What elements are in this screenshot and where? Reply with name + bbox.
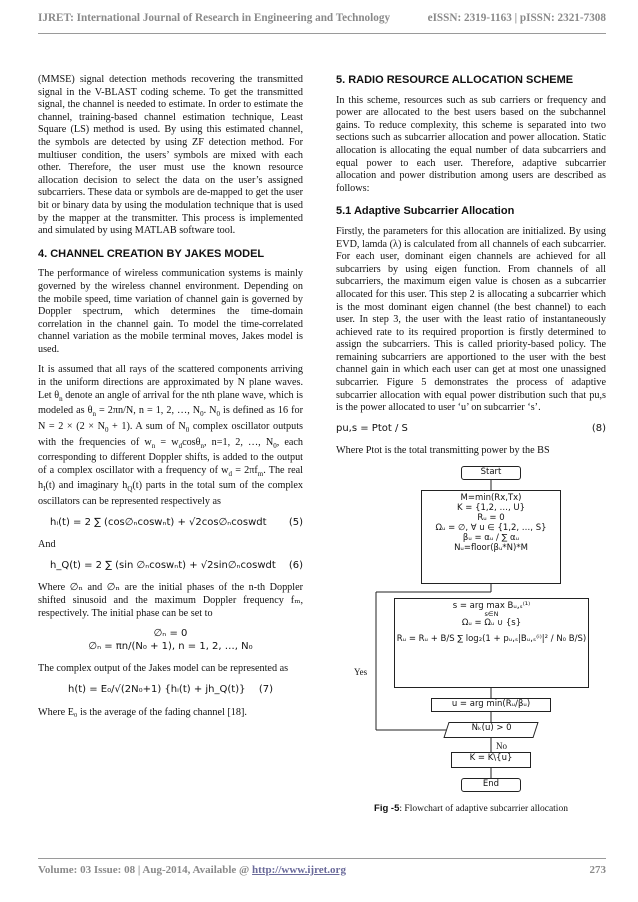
equation-5: hᵢ(t) = 2 ∑ (cos∅ₙcoswₙt) + √2cos∅ₙcoswdt (5) bbox=[50, 516, 303, 528]
left-column bbox=[38, 74, 303, 727]
flow-loop: s = arg max Bᵤ,ₛ⁽¹⁾ s∈N Ωᵤ = Ωᵤ ∪ {s} Rᵤ = Rᵤ + B/S ∑ log₂(1 + pᵤ,ₛ|Bᵤ,ₛ⁽ⁱ⁾|² / N₀ B/S) bbox=[394, 598, 589, 688]
flow-condition: Nₖ(u) > 0 bbox=[443, 722, 538, 738]
issn: eISSN: 2319-1163 | pISSN: 2321-7308 bbox=[427, 12, 606, 24]
equation-6: h_Q(t) = 2 ∑ (sin ∅ₙcoswₙt) + √2sin∅ₙcoswdt (6) bbox=[50, 559, 303, 571]
paragraph-plane-waves: It is assumed that all rays of the scattered components arriving in the uniform directions are approximated by N plane waves. Let $\theta_n$ denote an angle of arrival for the nth plane wave, which is modeled as $\theta_n = 2\pi n/N$, n = 1, 2, …, $N_0$. $N_0$ is defined as 16 for $N = 2 \times (2 \times N_0 + 1)$. A sum of $N_0$ complex oscillator outputs with the frequencies of $w_n = w_d\cos\theta_n$, n=1, 2, …, $N_0$, each corresponding to different Doppler shifts, is added to the output of a complex oscillator with a frequency of $w_d = 2\pi f_m$. The real $h_I(t)$ and imaginary $h_Q(t)$ parts in the total sum of the complex oscillators can be represented respectively as bbox=[38, 364, 304, 507]
flow-update: K = K\{u} bbox=[451, 752, 531, 768]
flowchart bbox=[336, 466, 606, 831]
equation-8: pu,s = Ptot / S (8) bbox=[336, 422, 606, 434]
paragraph-e0: Where E₀ is the average of the fading channel [18]. bbox=[38, 706, 247, 718]
journal-name: IJRET: International Journal of Research in Engineering and Technology bbox=[38, 12, 391, 24]
paragraph-complex-output: The complex output of the Jakes model can be represented as bbox=[38, 663, 289, 675]
paragraph-rra: In this scheme, resources such as sub carriers or frequency and power are allocated to the best users based on the subchannel gains. To reduce complexity, this scheme is separated into two sections such as subcarrier allocation and power allocation. Static allocation is allocating the equal number of data subcarriers and equal power to each user. Therefore, adaptive subcarrier allocation and power distribution among users are described as follows: bbox=[336, 94, 606, 194]
flow-start: Start bbox=[461, 466, 521, 480]
text-and: And bbox=[38, 539, 56, 551]
right-column bbox=[336, 74, 606, 816]
flow-end: End bbox=[461, 778, 521, 792]
footer-rule bbox=[38, 858, 606, 859]
paragraph-ptot: Where Ptot is the total transmitting power by the BS bbox=[336, 445, 550, 457]
flow-argmin: u = arg min(Rᵤ/βᵤ) bbox=[431, 698, 551, 712]
footer-volume: Volume: 03 Issue: 08 | Aug-2014, Available @ http://www.ijret.org bbox=[38, 864, 346, 876]
page-footer bbox=[38, 864, 606, 876]
section-4-heading: 4. CHANNEL CREATION BY JAKES MODEL bbox=[38, 247, 265, 260]
paragraph-mmse: (MMSE) signal detection methods recovering the transmitted signal in the V-BLAST coding scheme. To get the transmitted signal, the channel is needed to estimate. In order to estimate the channel, training-based channel estimation technique, Least Square (LS) method is used. By using this estimated channel, the symbols are detected by using ZF detection method. For multiuser condition, the users’ symbols are mixed with each other. Therefore, the user must use the known resource allocation decision to select the data on the user’s assigned subcarriers. These data or symbols are de-mapped to get the user bit or binary data by using the modulation technique that is used by the mapper at the transmitter. This process is implemented and simulated by using MATLAB software tool. bbox=[38, 74, 303, 237]
equation-7: h(t) = E₀/√(2N₀+1) {hᵢ(t) + jh_Q(t)} (7) bbox=[68, 683, 273, 695]
flow-init: M=min(Rx,Tx) K = {1,2, …, U} Rᵤ = 0 Ωᵤ = ∅, ∀ u ∈ {1,2, …, S} βᵤ = αᵤ / ∑ αᵤ Nᵤ=floor(βᵤ*N)*M bbox=[421, 490, 561, 584]
figure-caption: Fig -5: Flowchart of adaptive subcarrier allocation bbox=[374, 803, 568, 815]
paragraph-adaptive: Firstly, the parameters for this allocation are initialized. By using EVD, lamda (λ) is calculated from all channels of each subcarrier. For each user, dominant eigen channels are achieved for all subcarriers by using eigen function. From channels of all subcarriers, the maximum eigen value is chosen as a subcarrier allocated for this user. This step 2 is allocating a subcarrier which is the most dominant eigen channel (the best channel) to each user. In step 3, the user with the least ratio of instantaneously achieved rate to its required proportion is firstly determined to assign the subcarriers. This is called priority-based policy. The remaining subcarriers are apportioned to the user with the best channel gain in which each user can get at most one unassigned subcarrier. Figure 5 demonstrates the process of adaptive subcarrier allocation with equal power distribution such that pu,s is the power allocated to user ‘u’ on subcarrier ‘s’. bbox=[336, 225, 606, 414]
flow-yes-label: Yes bbox=[354, 667, 368, 678]
equation-phase: ∅ₙ = 0 ∅ₙ = πn/(N₀ + 1), n = 1, 2, …, N₀ bbox=[88, 628, 253, 652]
section-5-1-heading: 5.1 Adaptive Subcarrier Allocation bbox=[336, 205, 515, 218]
paragraph-initial-phase: Where ∅ₙ and ∅ₙ are the initial phases of the n-th Doppler shifted sinusoid and the maximum Doppler frequency fₘ, respectively. The initial phase can be set to bbox=[38, 582, 303, 619]
header-rule bbox=[38, 33, 606, 34]
footer-url-link[interactable]: http://www.ijret.org bbox=[252, 864, 346, 876]
page-number: 273 bbox=[589, 864, 606, 876]
paragraph-jakes-intro: The performance of wireless communication systems is mainly governed by the wireless channel environment. Depending on the mobile speed, time variation of channel gain is governed by Doppler spectrum, which determines the time-domain correlation in the channel gain. To model the time-correlated channel variation as the mobile terminal moves, Jakes model is used. bbox=[38, 268, 303, 355]
section-5-heading: 5. RADIO RESOURCE ALLOCATION SCHEME bbox=[336, 74, 574, 86]
flow-no-label: No bbox=[496, 741, 507, 752]
page-header bbox=[38, 12, 606, 30]
